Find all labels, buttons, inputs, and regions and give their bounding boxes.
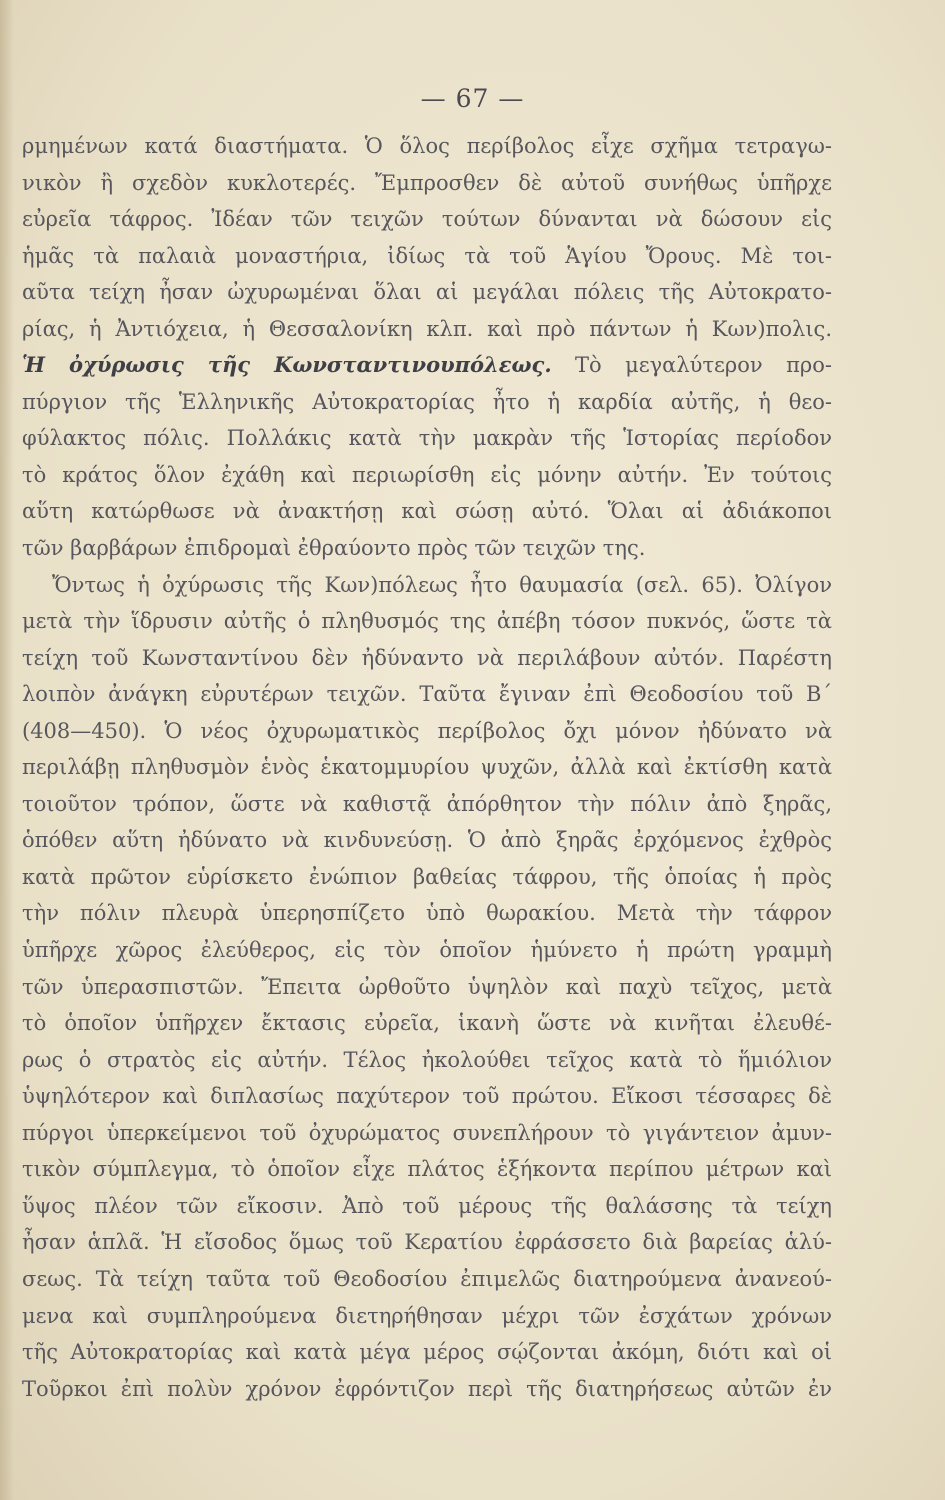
page-number: — 67 — [420, 84, 525, 113]
text-line [22, 420, 832, 457]
text-line [22, 786, 832, 823]
text-line [22, 822, 832, 859]
text-line [22, 1115, 832, 1152]
line-text: κατὰ πρῶτον εὑρίσκετο ἐνώπιον βαθείας τάφρου, τῆς ὁποίας ἡ πρὸς [22, 864, 832, 889]
text-line [22, 859, 832, 896]
text-line [22, 676, 832, 713]
line-text: τοιοῦτον τρόπον, ὥστε νὰ καθιστᾷ ἀπόρθητον τὴν πόλιν ἀπὸ ξηρᾶς, [22, 791, 832, 816]
line-text: τῆς Αὐτοκρατορίας καὶ κατὰ μέγα μέρος σῴζονται ἀκόμη, διότι καὶ οἱ [22, 1340, 832, 1365]
line-text: ὑψηλότερον καὶ διπλασίως παχύτερον τοῦ πρώτου. Εἴκοσι τέσσαρες δὲ [22, 1084, 832, 1109]
text-line [22, 932, 832, 969]
line-text: ρμημένων κατά διαστήματα. Ὁ ὅλος περίβολος εἶχε σχῆμα τετραγω- [22, 134, 832, 158]
line-text: πύργοι ὑπερκείμενοι τοῦ ὀχυρώματος συνεπλήρουν τὸ γιγάντειον ἀμυν- [22, 1120, 832, 1145]
line-text: περιλάβῃ πληθυσμὸν ἑνὸς ἑκατομμυρίου ψυχῶν, ἀλλὰ καὶ ἐκτίσθη κατὰ [22, 755, 832, 780]
text-line [22, 640, 832, 677]
line-text: νικὸν ἢ σχεδὸν κυκλοτερές. Ἔμπροσθεν δὲ αὐτοῦ συνήθως ὑπῆρχε [22, 170, 832, 195]
line-text: (408—450). Ὁ νέος ὀχυρωματικὸς περίβολος ὄχι μόνον ἠδύνατο νὰ [22, 718, 832, 743]
line-text: Τὸ μεγαλύτερον προ- [551, 353, 832, 378]
line-text: αὕτη κατώρθωσε νὰ ἀνακτήσῃ καὶ σώσῃ αὐτό. Ὅλαι αἱ ἀδιάκοποι [22, 499, 832, 524]
text-line [22, 1371, 832, 1408]
line-text: αῦτα τείχη ἦσαν ὠχυρωμέναι ὅλαι αἱ μεγάλαι πόλεις τῆς Αὐτοκρατο- [22, 280, 832, 305]
text-line [22, 128, 832, 165]
text-line [22, 201, 832, 238]
line-text: πύργιον τῆς Ἑλληνικῆς Αὐτοκρατορίας ἦτο ἡ καρδία αὐτῆς, ἡ θεο- [22, 389, 832, 414]
text-line [22, 603, 832, 640]
text-line [22, 384, 832, 421]
text-line [22, 895, 832, 932]
line-text: ὕψος πλέον τῶν εἴκοσιν. Ἀπὸ τοῦ μέρους τῆς θαλάσσης τὰ τείχη [22, 1193, 832, 1218]
text-line [22, 311, 832, 348]
line-text: τὸ κράτος ὅλον ἐχάθη καὶ περιωρίσθη εἰς μόνην αὐτήν. Ἐν τούτοις [22, 462, 832, 487]
text-line [22, 1151, 832, 1188]
text-line [22, 347, 832, 384]
line-text: μετὰ τὴν ἵδρυσιν αὐτῆς ὁ πληθυσμός της ἀπέβη τόσον πυκνός, ὥστε τὰ [22, 609, 832, 634]
text-line [22, 1188, 832, 1225]
text-line [22, 238, 832, 275]
text-line [22, 969, 832, 1006]
line-text: εὐρεῖα τάφρος. Ἰδέαν τῶν τειχῶν τούτων δύνανται νὰ δώσουν εἰς [22, 207, 832, 232]
text-line [22, 1042, 832, 1079]
line-text: σεως. Τὰ τείχη ταῦτα τοῦ Θεοδοσίου ἐπιμελῶς διατηρούμενα ἀνανεού- [22, 1266, 832, 1291]
line-text: ρως ὁ στρατὸς εἰς αὐτήν. Τέλος ἠκολούθει τεῖχος κατὰ τὸ ἥμιόλιον [22, 1047, 832, 1072]
text-line [22, 165, 832, 202]
text-line [22, 1334, 832, 1371]
section-heading: Ἡ ὀχύρωσις τῆς Κωνσταντινουπόλεως. [22, 352, 552, 378]
line-text: τὸ ὁποῖον ὑπῆρχεν ἔκτασις εὐρεῖα, ἱκανὴ ὥστε νὰ κινῆται ἐλευθέ- [22, 1011, 832, 1036]
text-line [22, 530, 832, 567]
text-line [22, 713, 832, 750]
binding-shadow [0, 0, 14, 1500]
line-text: τείχη τοῦ Κωνσταντίνου δὲν ἠδύναντο νὰ περιλάβουν αὐτόν. Παρέστη [22, 645, 832, 670]
line-text: ρίας, ἡ Ἀντιόχεια, ἡ Θεσσαλονίκη κλπ. καὶ πρὸ πάντων ἡ Κων)πολις. [22, 316, 832, 341]
line-text: φύλακτος πόλις. Πολλάκις κατὰ τὴν μακρὰν τῆς Ἱστορίας περίοδον [22, 426, 832, 451]
text-line [22, 1224, 832, 1261]
text-line [22, 567, 832, 604]
line-text: τὴν πόλιν πλευρὰ ὑπερησπίζετο ὑπὸ θωρακίου. Μετὰ τὴν τάφρον [22, 901, 832, 926]
line-text: ὑπῆρχε χῶρος ἐλεύθερος, εἰς τὸν ὁποῖον ἡμύνετο ἡ πρώτη γραμμὴ [22, 938, 832, 963]
line-text: τῶν ὑπερασπιστῶν. Ἔπειτα ὠρθοῦτο ὑψηλὸν καὶ παχὺ τεῖχος, μετὰ [22, 974, 832, 999]
line-text: Ὄντως ἡ ὀχύρωσις τῆς Κων)πόλεως ἦτο θαυμασία (σελ. 65). Ὀλίγον [52, 572, 832, 597]
line-text: ἦσαν ἁπλᾶ. Ἡ εἴσοδος ὅμως τοῦ Κερατίου ἐφράσσετο διὰ βαρείας ἁλύ- [22, 1230, 832, 1255]
line-text: μενα καὶ συμπληρούμενα διετηρήθησαν μέχρι τῶν ἐσχάτων χρόνων [22, 1303, 832, 1328]
line-text: ὁπόθεν αὕτη ἠδύνατο νὰ κινδυνεύσῃ. Ὁ ἀπὸ ξηρᾶς ἐρχόμενος ἐχθρὸς [22, 828, 832, 853]
text-line [22, 493, 832, 530]
text-line [22, 1298, 832, 1335]
text-line [22, 749, 832, 786]
line-text: τῶν βαρβάρων ἐπιδρομαὶ ἐθραύοντο πρὸς τῶν τειχῶν της. [22, 536, 646, 561]
text-line [22, 1005, 832, 1042]
line-text: τικὸν σύμπλεγμα, τὸ ὁποῖον εἶχε πλάτος ἑξήκοντα περίπου μέτρων καὶ [22, 1157, 832, 1182]
text-line [22, 1078, 832, 1115]
line-text: λοιπὸν ἀνάγκη εὐρυτέρων τειχῶν. Ταῦτα ἔγιναν ἐπὶ Θεοδοσίου τοῦ Β΄ [22, 682, 832, 707]
line-text: Τοῦρκοι ἐπὶ πολὺν χρόνον ἐφρόντιζον περὶ τῆς διατηρήσεως αὐτῶν ἐν [22, 1376, 832, 1401]
body-text [22, 128, 832, 1407]
text-line [22, 457, 832, 494]
text-line [22, 1261, 832, 1298]
line-text: ἡμᾶς τὰ παλαιὰ μοναστήρια, ἰδίως τὰ τοῦ Ἁγίου Ὄρους. Μὲ τοι- [22, 243, 832, 268]
text-line [22, 274, 832, 311]
